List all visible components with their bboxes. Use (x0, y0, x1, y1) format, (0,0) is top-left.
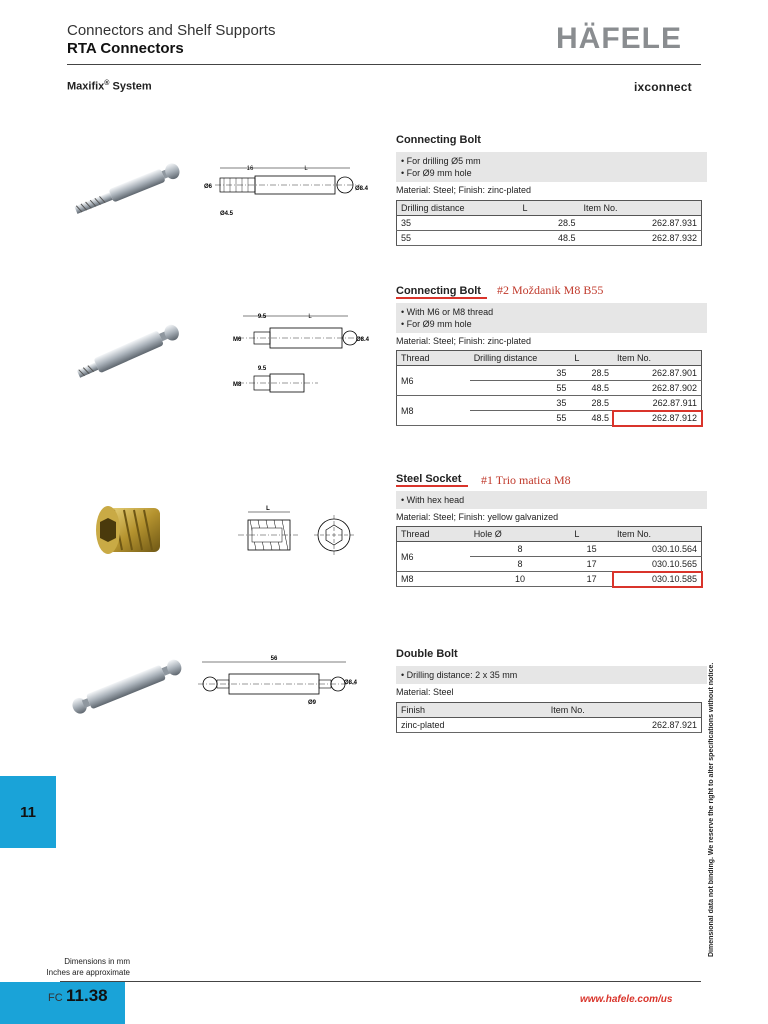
header-divider (67, 64, 701, 65)
column-header: Hole Ø (470, 527, 571, 542)
table-cell: 262.87.932 (580, 231, 702, 246)
column-header: Drilling distance (397, 201, 519, 216)
table-cell: 8 (470, 557, 571, 572)
table-cell: M6 (397, 542, 470, 572)
column-header: Item No. (547, 703, 702, 718)
feature-list (396, 303, 707, 333)
svg-text:L: L (266, 506, 270, 512)
table-row (397, 216, 702, 231)
material-note: Material: Steel; Finish: zinc-plated (396, 185, 532, 195)
column-header: Drilling distance (470, 351, 571, 366)
table-cell: 262.87.921 (547, 718, 702, 733)
units-note-line: Inches are approximate (46, 968, 130, 977)
svg-text:Ø4.5: Ø4.5 (220, 211, 234, 217)
units-note (20, 956, 130, 978)
feature-item: • With M6 or M8 thread (401, 306, 707, 318)
table-cell: 262.87.902 (613, 381, 701, 396)
table-cell: 28.5 (570, 396, 613, 411)
disclaimer-text: Dimensional data not binding. We reserve the right to alter specifications without notice. (708, 662, 715, 957)
column-header: Item No. (580, 201, 702, 216)
double-bolt-drawing (196, 652, 366, 712)
table-row (397, 396, 702, 411)
table-header-row (397, 527, 702, 542)
svg-text:Ø8.4: Ø8.4 (356, 337, 370, 343)
table-cell: 262.87.901 (613, 366, 701, 381)
feature-list (396, 666, 707, 684)
svg-text:9.5: 9.5 (257, 314, 267, 320)
column-header: Item No. (613, 351, 701, 366)
steel-socket-drawing (228, 498, 368, 568)
system-subtitle: Maxifix® System (67, 80, 152, 93)
section-title-double-bolt: Double Bolt (396, 648, 458, 660)
svg-text:Ø8.4: Ø8.4 (344, 680, 358, 686)
page-number: 11.38 (66, 986, 108, 1005)
table-cell: zinc-plated (397, 718, 547, 733)
section-title-connecting-bolt: Connecting Bolt (396, 134, 481, 146)
page-title: RTA Connectors (67, 40, 184, 57)
threaded-bolt-photo (66, 318, 186, 388)
table-row (397, 366, 702, 381)
table-header-row (397, 703, 702, 718)
page-prefix: FC (48, 992, 63, 1004)
material-note: Material: Steel (396, 687, 454, 697)
table-row (397, 542, 702, 557)
table-cell: 35 (470, 366, 571, 381)
feature-item: • For Ø9 mm hole (401, 167, 707, 179)
table-cell: 48.5 (570, 381, 613, 396)
column-header: Item No. (613, 527, 701, 542)
svg-text:Ø8.4: Ø8.4 (355, 186, 369, 192)
table-cell: 030.10.565 (613, 557, 701, 572)
connecting-bolt-photo (66, 160, 186, 220)
double-bolt-photo (66, 652, 186, 722)
chapter-tab[interactable]: 11 (0, 776, 56, 848)
annotation-underline (396, 297, 487, 299)
column-header: Thread (397, 527, 470, 542)
annotation-underline (396, 485, 468, 487)
spec-table (396, 526, 702, 587)
section-title-connecting-bolt-threaded: Connecting Bolt (396, 285, 481, 297)
steel-socket-photo (88, 498, 168, 564)
table-cell: 35 (397, 216, 519, 231)
highlighted-item-number: 262.87.912 (613, 411, 701, 426)
feature-item: • Drilling distance: 2 x 35 mm (401, 669, 707, 681)
highlighted-item-number: 030.10.585 (613, 572, 701, 587)
svg-text:Ø6: Ø6 (204, 184, 213, 190)
material-note: Material: Steel; Finish: zinc-plated (396, 336, 532, 346)
handwritten-annotation: #2 Moždanik M8 B55 (497, 283, 604, 297)
section-title-steel-socket: Steel Socket (396, 473, 462, 485)
feature-list (396, 491, 707, 509)
svg-text:Ø9: Ø9 (308, 700, 317, 706)
table-row (397, 231, 702, 246)
material-note: Material: Steel; Finish: yellow galvanized (396, 512, 559, 522)
feature-item: • For drilling Ø5 mm (401, 155, 707, 167)
svg-text:M8: M8 (233, 382, 242, 388)
table-cell: 17 (570, 557, 613, 572)
table-cell: M8 (397, 396, 470, 426)
table-cell: 48.5 (570, 411, 613, 426)
feature-list (396, 152, 707, 182)
svg-text:M6: M6 (233, 337, 242, 343)
column-header: Finish (397, 703, 547, 718)
units-note-line: Dimensions in mm (64, 957, 130, 966)
column-header: Thread (397, 351, 470, 366)
svg-text:56: 56 (270, 656, 278, 662)
table-cell: 35 (470, 396, 571, 411)
column-header: L (519, 201, 580, 216)
svg-text:L: L (308, 314, 312, 320)
svg-text:9.5: 9.5 (257, 366, 267, 372)
column-header: L (570, 527, 613, 542)
website-link[interactable]: www.hafele.com/us (580, 994, 673, 1005)
spec-table (396, 702, 702, 733)
table-cell: 28.5 (519, 216, 580, 231)
feature-item: • With hex head (401, 494, 707, 506)
product-line-label: ixconnect (634, 80, 692, 94)
feature-item: • For Ø9 mm hole (401, 318, 707, 330)
svg-text:L: L (304, 166, 308, 172)
table-cell: M6 (397, 366, 470, 396)
spec-table (396, 350, 702, 426)
table-cell: 48.5 (519, 231, 580, 246)
handwritten-annotation: #1 Trio matica M8 (481, 473, 571, 487)
table-cell: 8 (470, 542, 571, 557)
table-header-row (397, 201, 702, 216)
footer-divider (60, 981, 701, 982)
spec-table (396, 200, 702, 246)
table-cell: 030.10.564 (613, 542, 701, 557)
column-header: L (570, 351, 613, 366)
table-cell: 262.87.931 (580, 216, 702, 231)
connecting-bolt-drawing (200, 160, 380, 220)
svg-text:16: 16 (246, 166, 254, 172)
table-row (397, 718, 702, 733)
table-cell: 15 (570, 542, 613, 557)
table-header-row (397, 351, 702, 366)
table-cell: 55 (470, 411, 571, 426)
brand-logo: HÄFELE (556, 22, 682, 55)
table-cell: 28.5 (570, 366, 613, 381)
table-cell: 262.87.911 (613, 396, 701, 411)
category-title: Connectors and Shelf Supports (67, 22, 276, 39)
table-cell: 10 (470, 572, 571, 587)
table-row (397, 572, 702, 587)
table-cell: 17 (570, 572, 613, 587)
table-cell: M8 (397, 572, 470, 587)
threaded-bolt-drawing (228, 308, 378, 408)
table-cell: 55 (470, 381, 571, 396)
table-cell: 55 (397, 231, 519, 246)
